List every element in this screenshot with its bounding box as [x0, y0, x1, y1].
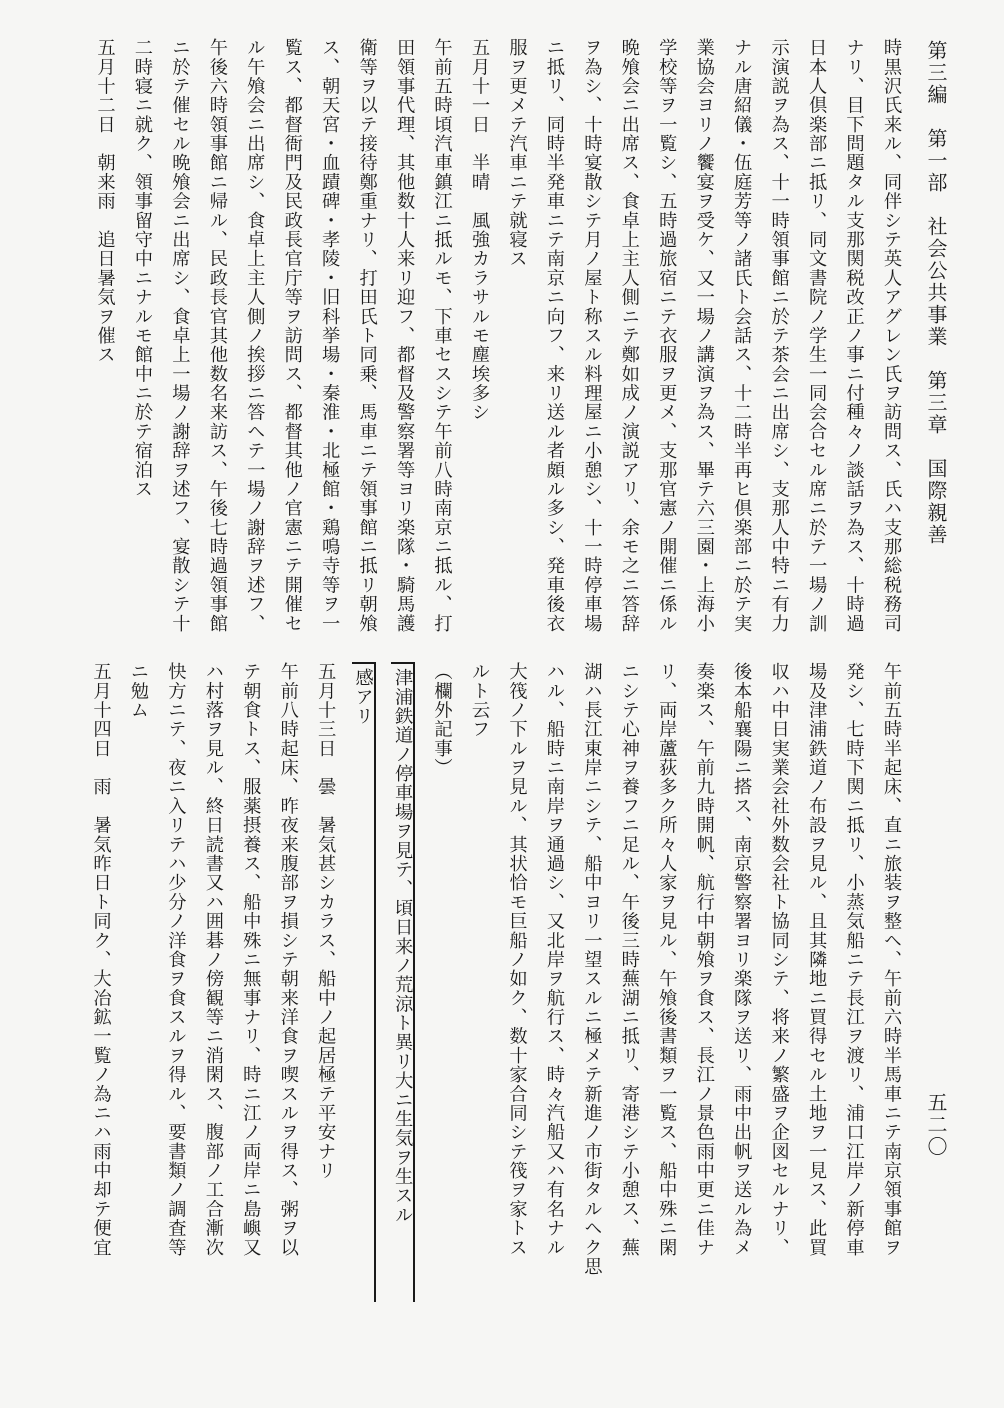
text-column: ナリ、目下問題タル支那関税改正ノ事ニ付種々ノ談話ヲ為ス、十時過: [843, 38, 865, 633]
text-column: 後本船襄陽ニ搭ス、南京警察署ヨリ楽隊ヲ送リ、雨中出帆ヲ送ル為メ: [731, 662, 753, 1257]
date-entry: 五月十三日 曇 暑気甚シカラス、船中ノ起居極テ平安ナリ: [315, 662, 337, 1181]
text-column: 二時寝ニ就ク、領事留守中ニナルモ館中ニ於テ宿泊ス: [131, 38, 153, 499]
text-column: ル午飧会ニ出席シ、食卓上主人側ノ挨拶ニ答ヘテ一場ノ謝辞ヲ述フ、: [244, 38, 266, 633]
text-column: 収ハ中日実業会社外数会社ト協同シテ、将来ノ繁盛ヲ企図セルナリ、: [768, 662, 790, 1257]
text-column: ハル、船時ニ南岸ヲ通過シ、又北岸ヲ航行ス、時々汽船又ハ有名ナル: [543, 662, 565, 1257]
text-column: 快方ニテ、夜ニ入リテハ少分ノ洋食ヲ食スルヲ得ル、要書類ノ調査等: [165, 662, 187, 1257]
text-column: 大筏ノ下ルヲ見ル、其状恰モ巨船ノ如ク、数十家合同シテ筏ヲ家トス: [506, 662, 528, 1257]
marginal-note-text: 津浦鉄道ノ停車場ヲ見テ、頃日来ノ荒涼ト異リ大ニ生気ヲ生スル: [391, 662, 415, 1302]
text-column: ナル唐紹儀・伍庭芳等ノ諸氏ト会話ス、十二時半再ヒ倶楽部ニ於テ実: [731, 38, 753, 633]
marginal-note-text: 感アリ: [352, 662, 376, 1302]
text-column: 午前八時起床、昨夜来腹部ヲ損シテ朝来洋食ヲ喫スルヲ得ス、粥ヲ以: [277, 662, 299, 1257]
text-column: ス、朝天宮・血蹟碑・孝陵・旧科挙場・秦淮・北極館・鶏鳴寺等ヲ一: [319, 38, 341, 633]
text-column: ルト云フ: [469, 662, 491, 739]
marginal-note-label: （欄外記事）: [431, 662, 453, 778]
text-column: 学校等ヲ一覧シ、五時過旅宿ニテ衣服ヲ更メ、支那官憲ノ開催ニ係ル: [656, 38, 678, 633]
text-column: 田領事代理、其他数十人来リ迎フ、都督及警察署等ヨリ楽隊・騎馬護: [394, 38, 416, 633]
text-column: ヲ為シ、十時宴散シテ月ノ屋ト称スル料理屋ニ小憩シ、十一時停車場: [581, 38, 603, 633]
text-column: 午前五時半起床、直ニ旅装ヲ整ヘ、午前六時半馬車ニテ南京領事館ヲ: [881, 662, 902, 1257]
running-title: 第三編 第一部 社会公共事業 第三章 国際親善: [924, 40, 948, 546]
text-column: 場及津浦鉄道ノ布設ヲ見ル、且其隣地ニ買得セル土地ヲ一見ス、此買: [806, 662, 828, 1257]
lower-text-block: [90, 662, 902, 1302]
text-column: ニシテ心神ヲ養フニ足ル、午後三時蕪湖ニ抵リ、寄港シテ小憩ス、蕪: [618, 662, 640, 1257]
text-column: テ朝食トス、服薬摂養ス、船中殊ニ無事ナリ、時ニ江ノ両岸ニ島嶼又: [240, 662, 262, 1257]
text-column: ハ村落ヲ見ル、終日読書又ハ囲碁ノ傍観等ニ消閑ス、腹部ノ工合漸次: [202, 662, 224, 1257]
text-column: リ、両岸蘆荻多ク所々人家ヲ見ル、午飧後書類ヲ一覧ス、船中殊ニ閑: [656, 662, 678, 1257]
text-column: 発シ、七時下関ニ抵リ、小蒸気船ニテ長江ヲ渡リ、浦口江岸ノ新停車: [843, 662, 865, 1257]
text-column: 日本人倶楽部ニ抵リ、同文書院ノ学生一同会合セル席ニ於テ一場ノ訓: [806, 38, 828, 633]
text-column: 示演説ヲ為ス、十一時領事館ニ於テ茶会ニ出席シ、支那人中特ニ有力: [768, 38, 790, 633]
text-column: 晩飧会ニ出席ス、食卓上主人側ニテ鄭如成ノ演説アリ、余モ之ニ答辞: [618, 38, 640, 633]
upper-text-block: [94, 38, 902, 633]
text-column: ニ勉ム: [127, 662, 149, 720]
text-column: 覧ス、都督衙門及民政長官庁等ヲ訪問ス、都督其他ノ官憲ニテ開催セ: [281, 38, 303, 633]
date-entry: 五月十二日 朝来雨 追日暑気ヲ催ス: [94, 38, 116, 365]
text-column: 衛等ヲ以テ接待鄭重ナリ、打田氏ト同乗、馬車ニテ領事館ニ抵リ朝飧: [356, 38, 378, 633]
text-column: 業協会ヨリノ饗宴ヲ受ケ、又一場ノ講演ヲ為ス、畢テ六三園・上海小: [693, 38, 715, 633]
text-column: 時黒沢氏来ル、同伴シテ英人アグレン氏ヲ訪問ス、氏ハ支那総税務司: [881, 38, 902, 633]
text-column: 湖ハ長江東岸ニシテ、船中ヨリ一望スルニ極メテ新進ノ市街タルヘク思: [581, 662, 603, 1277]
text-column: ニ抵リ、同時半発車ニテ南京ニ向フ、来リ送ル者頗ル多シ、発車後衣: [543, 38, 565, 633]
date-entry: 五月十一日 半晴 風強カラサルモ塵埃多シ: [469, 38, 491, 422]
text-column: 服ヲ更メテ汽車ニテ就寝ス: [506, 38, 528, 269]
text-column: 奏楽ス、午前九時開帆、航行中朝飧ヲ食ス、長江ノ景色雨中更ニ佳ナ: [693, 662, 715, 1257]
text-column: 午後六時領事館ニ帰ル、民政長官其他数名来訪ス、午後七時過領事館: [206, 38, 228, 633]
date-entry: 五月十四日 雨 暑気昨日ト同ク、大冶鉱一覧ノ為ニハ雨中却テ便宜: [90, 662, 112, 1257]
text-column: ニ於テ催セル晩飧会ニ出席シ、食卓上一場ノ謝辞ヲ述フ、宴散シテ十: [169, 38, 191, 633]
text-column: 午前五時頃汽車鎮江ニ抵ルモ、下車セスシテ午前八時南京ニ抵ル、打: [431, 38, 453, 633]
page-number: 五二〇: [924, 1092, 948, 1158]
